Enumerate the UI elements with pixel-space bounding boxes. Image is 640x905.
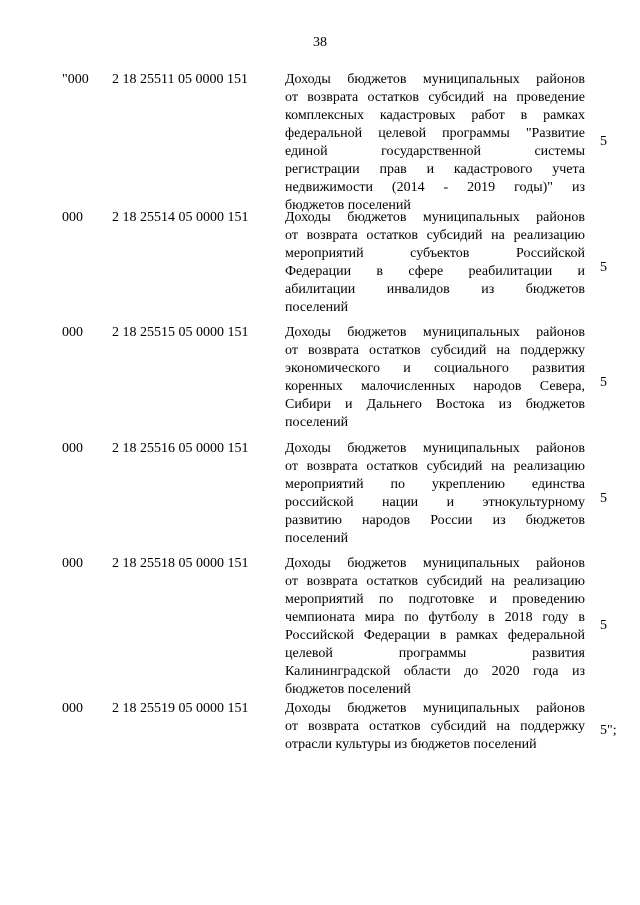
description-line: Сибири и Дальнего Востока из бюджетов: [285, 397, 585, 412]
description-line: Доходы бюджетов муниципальных районов: [285, 556, 585, 571]
budget-classification-code: 2 18 25511 05 0000 151: [112, 72, 248, 87]
description-line: поселений: [285, 415, 349, 430]
description-line: комплексных кадастровых работ в рамках: [285, 108, 585, 123]
description-line: Доходы бюджетов муниципальных районов: [285, 325, 585, 340]
normative-value: 5: [600, 134, 607, 149]
description-line: Калининградской области до 2020 года из: [285, 664, 585, 679]
description-line: от возврата остатков субсидий на поддержку: [285, 343, 585, 358]
description-line: Федерации в сфере реабилитации и: [285, 264, 585, 279]
revenue-description: [285, 555, 585, 699]
description-line: российской нации и этнокультурному: [285, 495, 585, 510]
description-line: Доходы бюджетов муниципальных районов: [285, 701, 585, 716]
description-line: коренных малочисленных народов Севера,: [285, 379, 585, 394]
description-line: развитию народов России из бюджетов: [285, 513, 585, 528]
budget-classification-code: 2 18 25518 05 0000 151: [112, 556, 249, 571]
normative-value: 5: [600, 260, 607, 275]
description-line: мероприятий по укреплению единства: [285, 477, 585, 492]
description-line: от возврата остатков субсидий на реализацию: [285, 459, 585, 474]
description-line: от возврата остатков субсидий на проведение: [285, 90, 585, 105]
description-line: бюджетов поселений: [285, 682, 411, 697]
description-line: федеральной целевой программы "Развитие: [285, 126, 585, 141]
budget-classification-code: 2 18 25516 05 0000 151: [112, 441, 249, 456]
description-line: чемпионата мира по футболу в 2018 году в: [285, 610, 585, 625]
budget-classification-code: 2 18 25519 05 0000 151: [112, 701, 249, 716]
description-line: мероприятий субъектов Российской: [285, 246, 585, 261]
budget-classification-code: 2 18 25514 05 0000 151: [112, 210, 249, 225]
description-line: Российской Федерации в рамках федеральной: [285, 628, 585, 643]
description-line: единой государственной системы: [285, 144, 585, 159]
page-number: 38: [313, 35, 327, 50]
description-line: Доходы бюджетов муниципальных районов: [285, 72, 585, 87]
administrator-code: 000: [62, 556, 83, 571]
description-line: от возврата остатков субсидий на реализацию: [285, 574, 585, 589]
administrator-code: 000: [62, 325, 83, 340]
description-line: от возврата остатков субсидий на поддержку: [285, 719, 585, 734]
description-line: регистрации прав и кадастрового учета: [285, 162, 585, 177]
description-line: от возврата остатков субсидий на реализацию: [285, 228, 585, 243]
description-line: отрасли культуры из бюджетов поселений: [285, 737, 537, 752]
description-line: Доходы бюджетов муниципальных районов: [285, 441, 585, 456]
description-line: мероприятий по подготовке и проведению: [285, 592, 585, 607]
administrator-code: 000: [62, 441, 83, 456]
description-line: бюджетов поселений: [285, 198, 411, 213]
administrator-code: "000: [62, 72, 89, 87]
revenue-description: [285, 700, 585, 754]
budget-classification-code: 2 18 25515 05 0000 151: [112, 325, 249, 340]
revenue-description: [285, 71, 585, 215]
description-line: абилитации инвалидов из бюджетов: [285, 282, 585, 297]
normative-value: 5: [600, 375, 607, 390]
normative-value: 5: [600, 491, 607, 506]
revenue-description: [285, 324, 585, 432]
description-line: недвижимости (2014 - 2019 годы)" из: [285, 180, 585, 195]
revenue-description: [285, 440, 585, 548]
description-line: Доходы бюджетов муниципальных районов: [285, 210, 585, 225]
description-line: экономического и социального развития: [285, 361, 585, 376]
administrator-code: 000: [62, 210, 83, 225]
normative-value: 5";: [600, 723, 617, 738]
administrator-code: 000: [62, 701, 83, 716]
description-line: поселений: [285, 531, 349, 546]
normative-value: 5: [600, 618, 607, 633]
description-line: поселений: [285, 300, 349, 315]
description-line: целевой программы развития: [285, 646, 585, 661]
revenue-description: [285, 209, 585, 317]
